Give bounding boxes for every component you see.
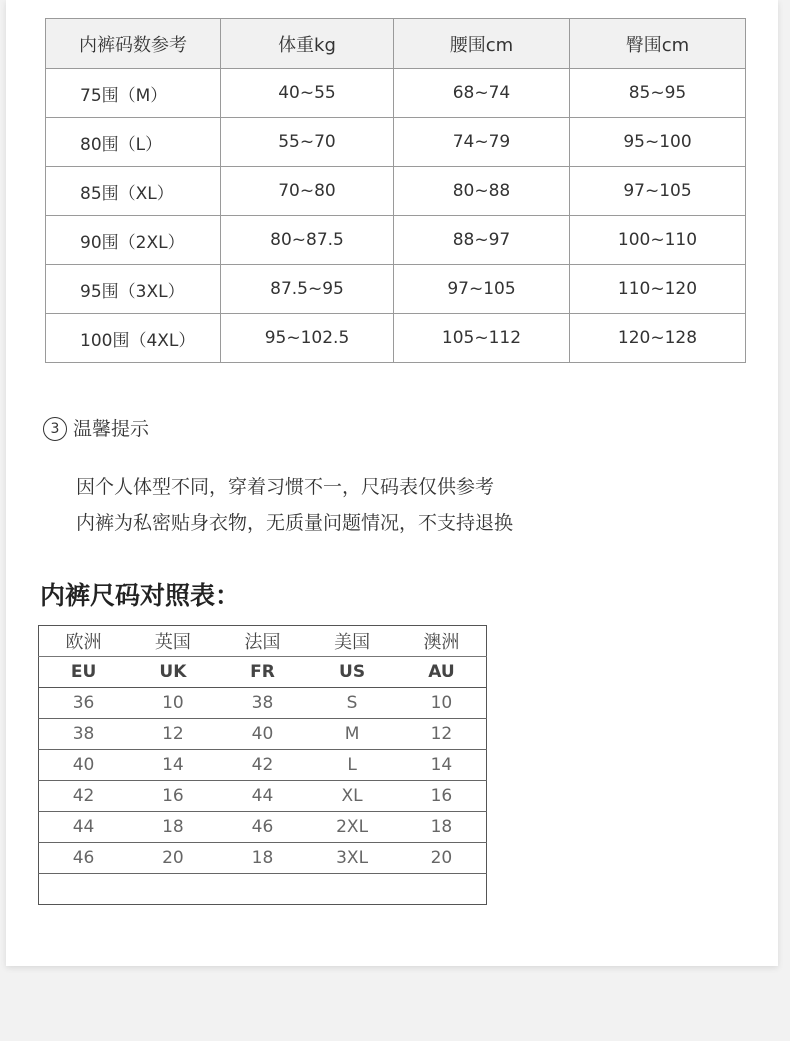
uk-cell: 14	[128, 750, 218, 781]
header-cn: 英国	[128, 626, 218, 657]
tips-heading-text: 温馨提示	[73, 418, 150, 440]
region-en-header-row	[39, 657, 487, 688]
us-cell: 3XL	[307, 843, 397, 874]
table-row	[46, 69, 746, 118]
au-cell: 18	[397, 812, 487, 843]
uk-cell: 20	[128, 843, 218, 874]
hip-cell: 100~110	[570, 216, 746, 265]
size-cell: 100围（4XL）	[46, 314, 221, 363]
tip-line: 内裤为私密贴身衣物，无质量问题情况，不支持退换	[76, 512, 514, 534]
au-cell: 12	[397, 719, 487, 750]
circled-number-badge: 3	[43, 417, 67, 441]
au-cell: 16	[397, 781, 487, 812]
uk-cell: 16	[128, 781, 218, 812]
size-cell: 95围（3XL）	[46, 265, 221, 314]
waist-cell: 74~79	[394, 118, 570, 167]
header-cn: 澳洲	[397, 626, 487, 657]
size-cell: 85围（XL）	[46, 167, 221, 216]
table-row	[46, 118, 746, 167]
header-size: 内裤码数参考	[46, 19, 221, 69]
header-cn: 欧洲	[39, 626, 129, 657]
table-row	[39, 719, 487, 750]
hip-cell: 95~100	[570, 118, 746, 167]
header-cn: 法国	[218, 626, 308, 657]
weight-cell: 80~87.5	[221, 216, 394, 265]
table-row	[46, 314, 746, 363]
table-row	[39, 843, 487, 874]
eu-cell: 46	[39, 843, 129, 874]
hip-cell: 120~128	[570, 314, 746, 363]
uk-cell: 10	[128, 688, 218, 719]
eu-cell: 40	[39, 750, 129, 781]
header-cn: 美国	[307, 626, 397, 657]
header-weight: 体重kg	[221, 19, 394, 69]
us-cell: XL	[307, 781, 397, 812]
us-cell: S	[307, 688, 397, 719]
size-conversion-table	[38, 625, 487, 905]
waist-cell: 97~105	[394, 265, 570, 314]
size-guide-card	[6, 0, 778, 966]
au-cell: 20	[397, 843, 487, 874]
header-hip: 臀围cm	[570, 19, 746, 69]
table-row	[39, 812, 487, 843]
table-row	[46, 167, 746, 216]
header-en: FR	[218, 657, 308, 688]
empty-cell	[39, 874, 487, 905]
weight-cell: 40~55	[221, 69, 394, 118]
eu-cell: 36	[39, 688, 129, 719]
uk-cell: 12	[128, 719, 218, 750]
size-reference-table	[45, 18, 746, 363]
waist-cell: 68~74	[394, 69, 570, 118]
us-cell: M	[307, 719, 397, 750]
fr-cell: 38	[218, 688, 308, 719]
header-en: US	[307, 657, 397, 688]
size-cell: 80围（L）	[46, 118, 221, 167]
uk-cell: 18	[128, 812, 218, 843]
waist-cell: 105~112	[394, 314, 570, 363]
size-cell: 90围（2XL）	[46, 216, 221, 265]
fr-cell: 18	[218, 843, 308, 874]
waist-cell: 88~97	[394, 216, 570, 265]
conversion-table-title: 内裤尺码对照表：	[40, 581, 241, 610]
header-waist: 腰围cm	[394, 19, 570, 69]
fr-cell: 40	[218, 719, 308, 750]
hip-cell: 110~120	[570, 265, 746, 314]
tips-heading	[43, 414, 149, 441]
header-en: UK	[128, 657, 218, 688]
us-cell: 2XL	[307, 812, 397, 843]
weight-cell: 95~102.5	[221, 314, 394, 363]
table-row	[46, 216, 746, 265]
weight-cell: 70~80	[221, 167, 394, 216]
waist-cell: 80~88	[394, 167, 570, 216]
table-row	[39, 781, 487, 812]
au-cell: 14	[397, 750, 487, 781]
header-en: AU	[397, 657, 487, 688]
table-row	[39, 750, 487, 781]
fr-cell: 44	[218, 781, 308, 812]
hip-cell: 97~105	[570, 167, 746, 216]
us-cell: L	[307, 750, 397, 781]
weight-cell: 87.5~95	[221, 265, 394, 314]
eu-cell: 44	[39, 812, 129, 843]
region-cn-header-row	[39, 626, 487, 657]
eu-cell: 38	[39, 719, 129, 750]
header-en: EU	[39, 657, 129, 688]
table-row	[46, 265, 746, 314]
weight-cell: 55~70	[221, 118, 394, 167]
table-header-row	[46, 19, 746, 69]
empty-row	[39, 874, 487, 905]
fr-cell: 42	[218, 750, 308, 781]
au-cell: 10	[397, 688, 487, 719]
fr-cell: 46	[218, 812, 308, 843]
eu-cell: 42	[39, 781, 129, 812]
size-cell: 75围（M）	[46, 69, 221, 118]
table-row	[39, 688, 487, 719]
hip-cell: 85~95	[570, 69, 746, 118]
tip-line: 因个人体型不同，穿着习惯不一，尺码表仅供参考	[76, 476, 495, 498]
